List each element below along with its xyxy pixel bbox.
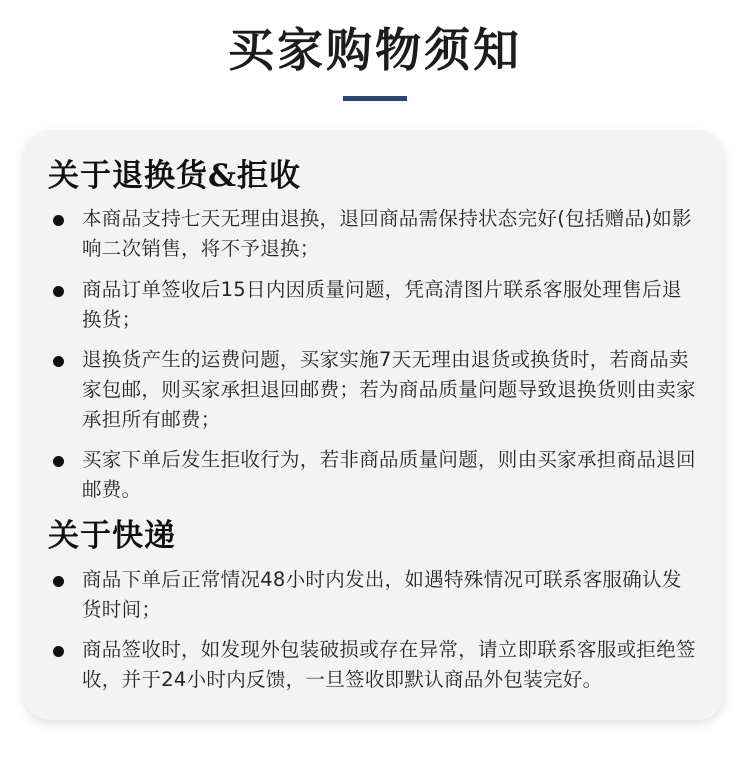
list-item-text: 商品签收时，如发现外包装破损或存在异常，请立即联系客服或拒绝签收，并于24小时内反馈，一旦签收即默认商品外包装完好。 [82,638,696,691]
bullet-dot-icon [53,215,64,226]
bullet-dot-icon [53,576,64,587]
bullet-dot-icon [53,286,64,297]
list-item-text: 买家下单后发生拒收行为，若非商品质量问题，则由买家承担商品退回邮费。 [82,448,696,501]
list-item-text: 退换货产生的运费问题，买家实施7天无理由退货或换货时，若商品卖家包邮，则买家承担退回邮费；若为商品质量问题导致退换货则由卖家承担所有邮费； [82,348,696,431]
page-title: 买家购物须知 [228,23,522,77]
list-item-text: 商品下单后正常情况48小时内发出，如遇特殊情况可联系客服确认发货时间； [82,568,682,621]
bullet-dot-icon [53,456,64,467]
section-heading-shipping: 关于快递 [48,518,176,554]
bullet-dot-icon [53,356,64,367]
section-heading-returns: 关于退换货&拒收 [48,158,301,194]
list-item-text: 商品订单签收后15日内因质量问题，凭高清图片联系客服处理售后退换货； [82,278,682,331]
bullet-dot-icon [53,646,64,657]
title-underline-divider [343,96,407,101]
list-item-text: 本商品支持七天无理由退换，退回商品需保持状态完好(包括赠品)如影响二次销售，将不予退换； [82,207,692,260]
